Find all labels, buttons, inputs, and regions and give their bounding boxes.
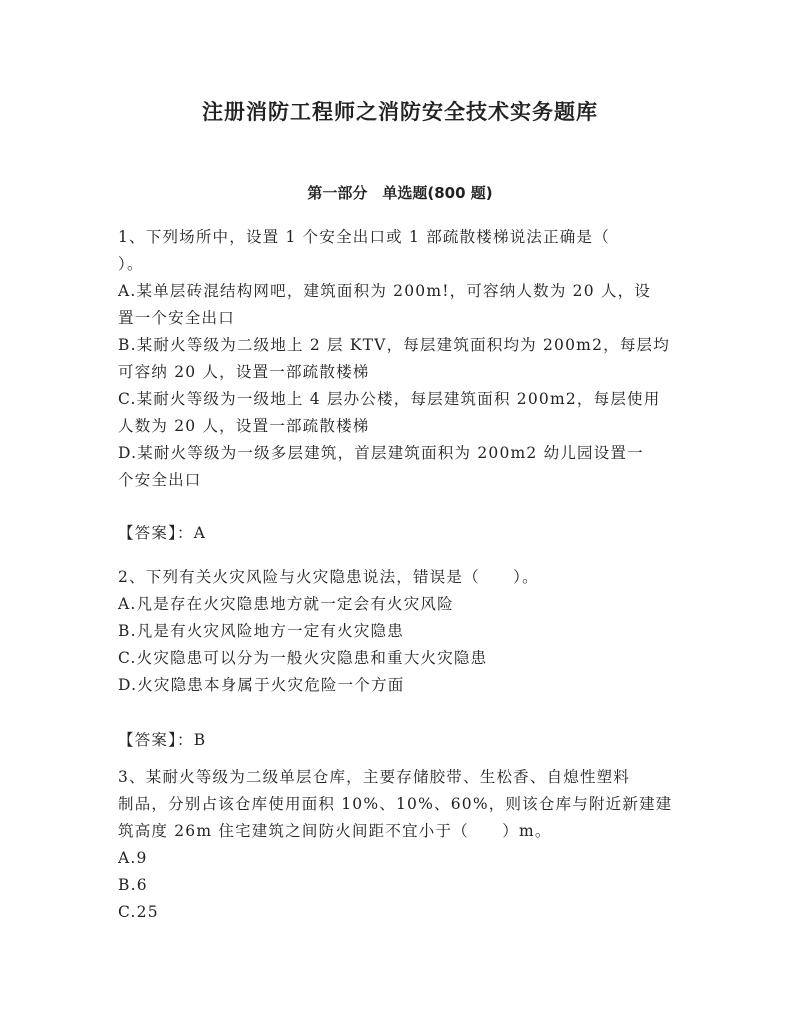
option-line: D.火灾隐患本身属于火灾危险一个方面	[118, 676, 405, 694]
answer-1: 【答案】：A	[118, 524, 207, 542]
question-line: 制品，分别占该仓库使用面积 10%、10%、60%，则该仓库与附近新建建	[118, 795, 673, 813]
option-line: 可容纳 20 人，设置一部疏散楼梯	[118, 363, 370, 381]
option-line: C.某耐火等级为一级地上 4 层办公楼，每层建筑面积 200m2，每层使用	[118, 390, 661, 408]
option-line: B.某耐火等级为二级地上 2 层 KTV，每层建筑面积均为 200m2，每层均	[118, 336, 670, 354]
option-line: B.6	[118, 876, 148, 894]
question-line: 2、下列有关火灾风险与火灾隐患说法，错误是（ ）。	[118, 568, 539, 586]
option-line: A.9	[118, 849, 148, 867]
question-1	[118, 224, 688, 494]
document-title: 注册消防工程师之消防安全技术实务题库	[202, 100, 598, 124]
question-line: 1、下列场所中，设置 1 个安全出口或 1 部疏散楼梯说法正确是（	[118, 228, 610, 246]
option-line: 置一个安全出口	[118, 309, 235, 327]
section-heading: 第一部分 单选题(800 题)	[307, 184, 493, 202]
question-3	[118, 764, 688, 926]
option-line: C.25	[118, 903, 159, 921]
option-line: 人数为 20 人，设置一部疏散楼梯	[118, 417, 370, 435]
question-2	[118, 564, 688, 699]
option-line: 个安全出口	[118, 471, 202, 489]
option-line: A.某单层砖混结构网吧，建筑面积为 200m!，可容纳人数为 20 人，设	[118, 282, 652, 300]
question-line: ）。	[118, 255, 144, 273]
option-line: C.火灾隐患可以分为一般火灾隐患和重大火灾隐患	[118, 649, 488, 667]
option-line: B.凡是有火灾风险地方一定有火灾隐患	[118, 622, 404, 640]
question-line: 筑高度 26m 住宅建筑之间防火间距不宜小于（ ）m。	[118, 822, 552, 840]
answer-2: 【答案】：B	[118, 731, 207, 749]
question-line: 3、某耐火等级为二级单层仓库，主要存储胶带、生松香、自熄性塑料	[118, 768, 631, 786]
option-line: A.凡是存在火灾隐患地方就一定会有火灾风险	[118, 595, 454, 613]
option-line: D.某耐火等级为一级多层建筑，首层建筑面积为 200m2 幼儿园设置一	[118, 444, 644, 462]
